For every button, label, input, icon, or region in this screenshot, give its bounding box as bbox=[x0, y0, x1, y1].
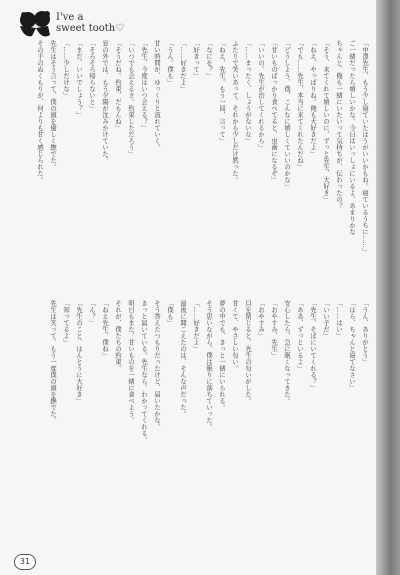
text-line: 甘くて、やさしい匂い。 bbox=[231, 300, 238, 372]
text-line: 「まだ、いいでしょう？」 bbox=[75, 40, 82, 118]
text-line: 「いいの。先生が治してくれるから」 bbox=[257, 40, 264, 151]
text-line: 「……まったく、しょうがないな」 bbox=[244, 40, 251, 144]
text-line: 「おやすみ、先生」 bbox=[270, 300, 277, 359]
text-line: 「ほら、ちゃんと寝てなさい」 bbox=[348, 300, 355, 391]
text-line: それが、僕たちの約束。 bbox=[114, 300, 121, 372]
text-line: 最後に聞こえたのは、そんな声だった。 bbox=[179, 300, 186, 417]
text-line: 窓の外では、もう夕陽が沈みかけていた。 bbox=[101, 40, 108, 164]
text-line: 「そろそろ帰らないと」 bbox=[88, 40, 95, 112]
text-line: 夢の中でも、きっと一緒にいられる。 bbox=[218, 300, 225, 411]
text-line: 「……好きだよ」 bbox=[179, 40, 186, 92]
text-line: 「でも……先生、本当に来てくれたんだね」 bbox=[296, 40, 303, 170]
text-line: そう答えたつもりだったけど、届いたかな。 bbox=[153, 300, 160, 430]
text-line: 「先生、そばにいてくれる？」 bbox=[309, 300, 316, 391]
text-line: ふたりで笑いあって、それから少しだけ黙った。 bbox=[231, 40, 238, 183]
page-number: 31 bbox=[14, 554, 36, 570]
book-gutter bbox=[376, 0, 400, 575]
text-line: 先生はそう言って、僕の頭を優しく撫でた。 bbox=[49, 40, 56, 170]
text-line: 「どうしよう、僕、こんなに嬉しくていいのかな」 bbox=[283, 40, 290, 190]
text-line: 甘い時間が、ゆっくりと流れていく。 bbox=[153, 40, 160, 151]
text-line: 「好きって」 bbox=[192, 40, 199, 79]
text-line: 先生は笑って、もう一度僕の頭を撫でた。 bbox=[49, 300, 56, 424]
text-line: 「そう、来てくれて嬉しいのに、ずっと先生、大好き」 bbox=[322, 40, 329, 203]
text-line: 「……はい」 bbox=[335, 300, 342, 339]
text-line: ご一緒だったら嬉しいかな。今日はいっしょにいるよ。あまりかな bbox=[348, 40, 355, 235]
text-line: 目を閉じると、先生の匂いがした。 bbox=[244, 300, 251, 404]
text-line: 「知ってるよ」 bbox=[62, 300, 69, 346]
logo-text bbox=[56, 12, 124, 34]
text-line: 「ねえ、やっぱりね。俺も大好きだよ」 bbox=[309, 40, 316, 157]
text-line: 「……好きだよ」 bbox=[192, 300, 199, 352]
text-line: 「僕も」 bbox=[166, 300, 173, 326]
text-line: 「おやすみ」 bbox=[257, 300, 264, 339]
text-line: その手のぬくもりが、何よりも甘く感じられた。 bbox=[36, 40, 43, 183]
text-line: 「ああ、ずっといるよ」 bbox=[296, 300, 303, 372]
text-line: 「……少しだけな」 bbox=[62, 40, 69, 99]
logo-line-1: I've a bbox=[56, 12, 84, 23]
text-line: 安心したら、急に眠くなってきた。 bbox=[283, 300, 290, 404]
text-line: 「うん。僕も」 bbox=[166, 40, 173, 86]
text-line: そう思いながら、僕は眠りに落ちていった。 bbox=[205, 300, 212, 430]
text-line: 「いい子だ」 bbox=[322, 300, 329, 339]
text-line: 「そうだね。約束、だもんね」 bbox=[114, 40, 121, 131]
text-line: 「ねえ先生、僕ね」 bbox=[101, 300, 108, 359]
text-line: 「ん？」 bbox=[88, 300, 95, 326]
text-line: 「うん、ありがとう」 bbox=[361, 300, 368, 365]
logo-line-2: sweet tooth♡ bbox=[56, 23, 125, 34]
text-line: ちゃんと、俺も一緒にいたいって気持ちが、伝わったの？ bbox=[335, 40, 342, 209]
text-line: 「なにを？」 bbox=[205, 40, 212, 79]
text-line: 「中澤先生、もう少し寝ていたほうがいいかもね。寝ているうちに……」 bbox=[361, 40, 368, 255]
text-line: 明日もまた、甘いものを一緒に食べよう。 bbox=[127, 300, 134, 424]
text-line: 「先生、今度はいつ会える？」 bbox=[140, 40, 147, 131]
text-line: 「先生のこと、ほんとうに大好き」 bbox=[75, 300, 82, 404]
text-line: 「甘いものばっかり食べてると、虫歯になるぞ」 bbox=[270, 40, 277, 183]
text-line: 「ねえ、先生。もう一回、言って」 bbox=[218, 40, 225, 144]
text-line: 「いつでも会えるさ。約束しただろう」 bbox=[127, 40, 134, 157]
text-line: きっと届いている。先生なら、わかってくれる。 bbox=[140, 300, 147, 443]
